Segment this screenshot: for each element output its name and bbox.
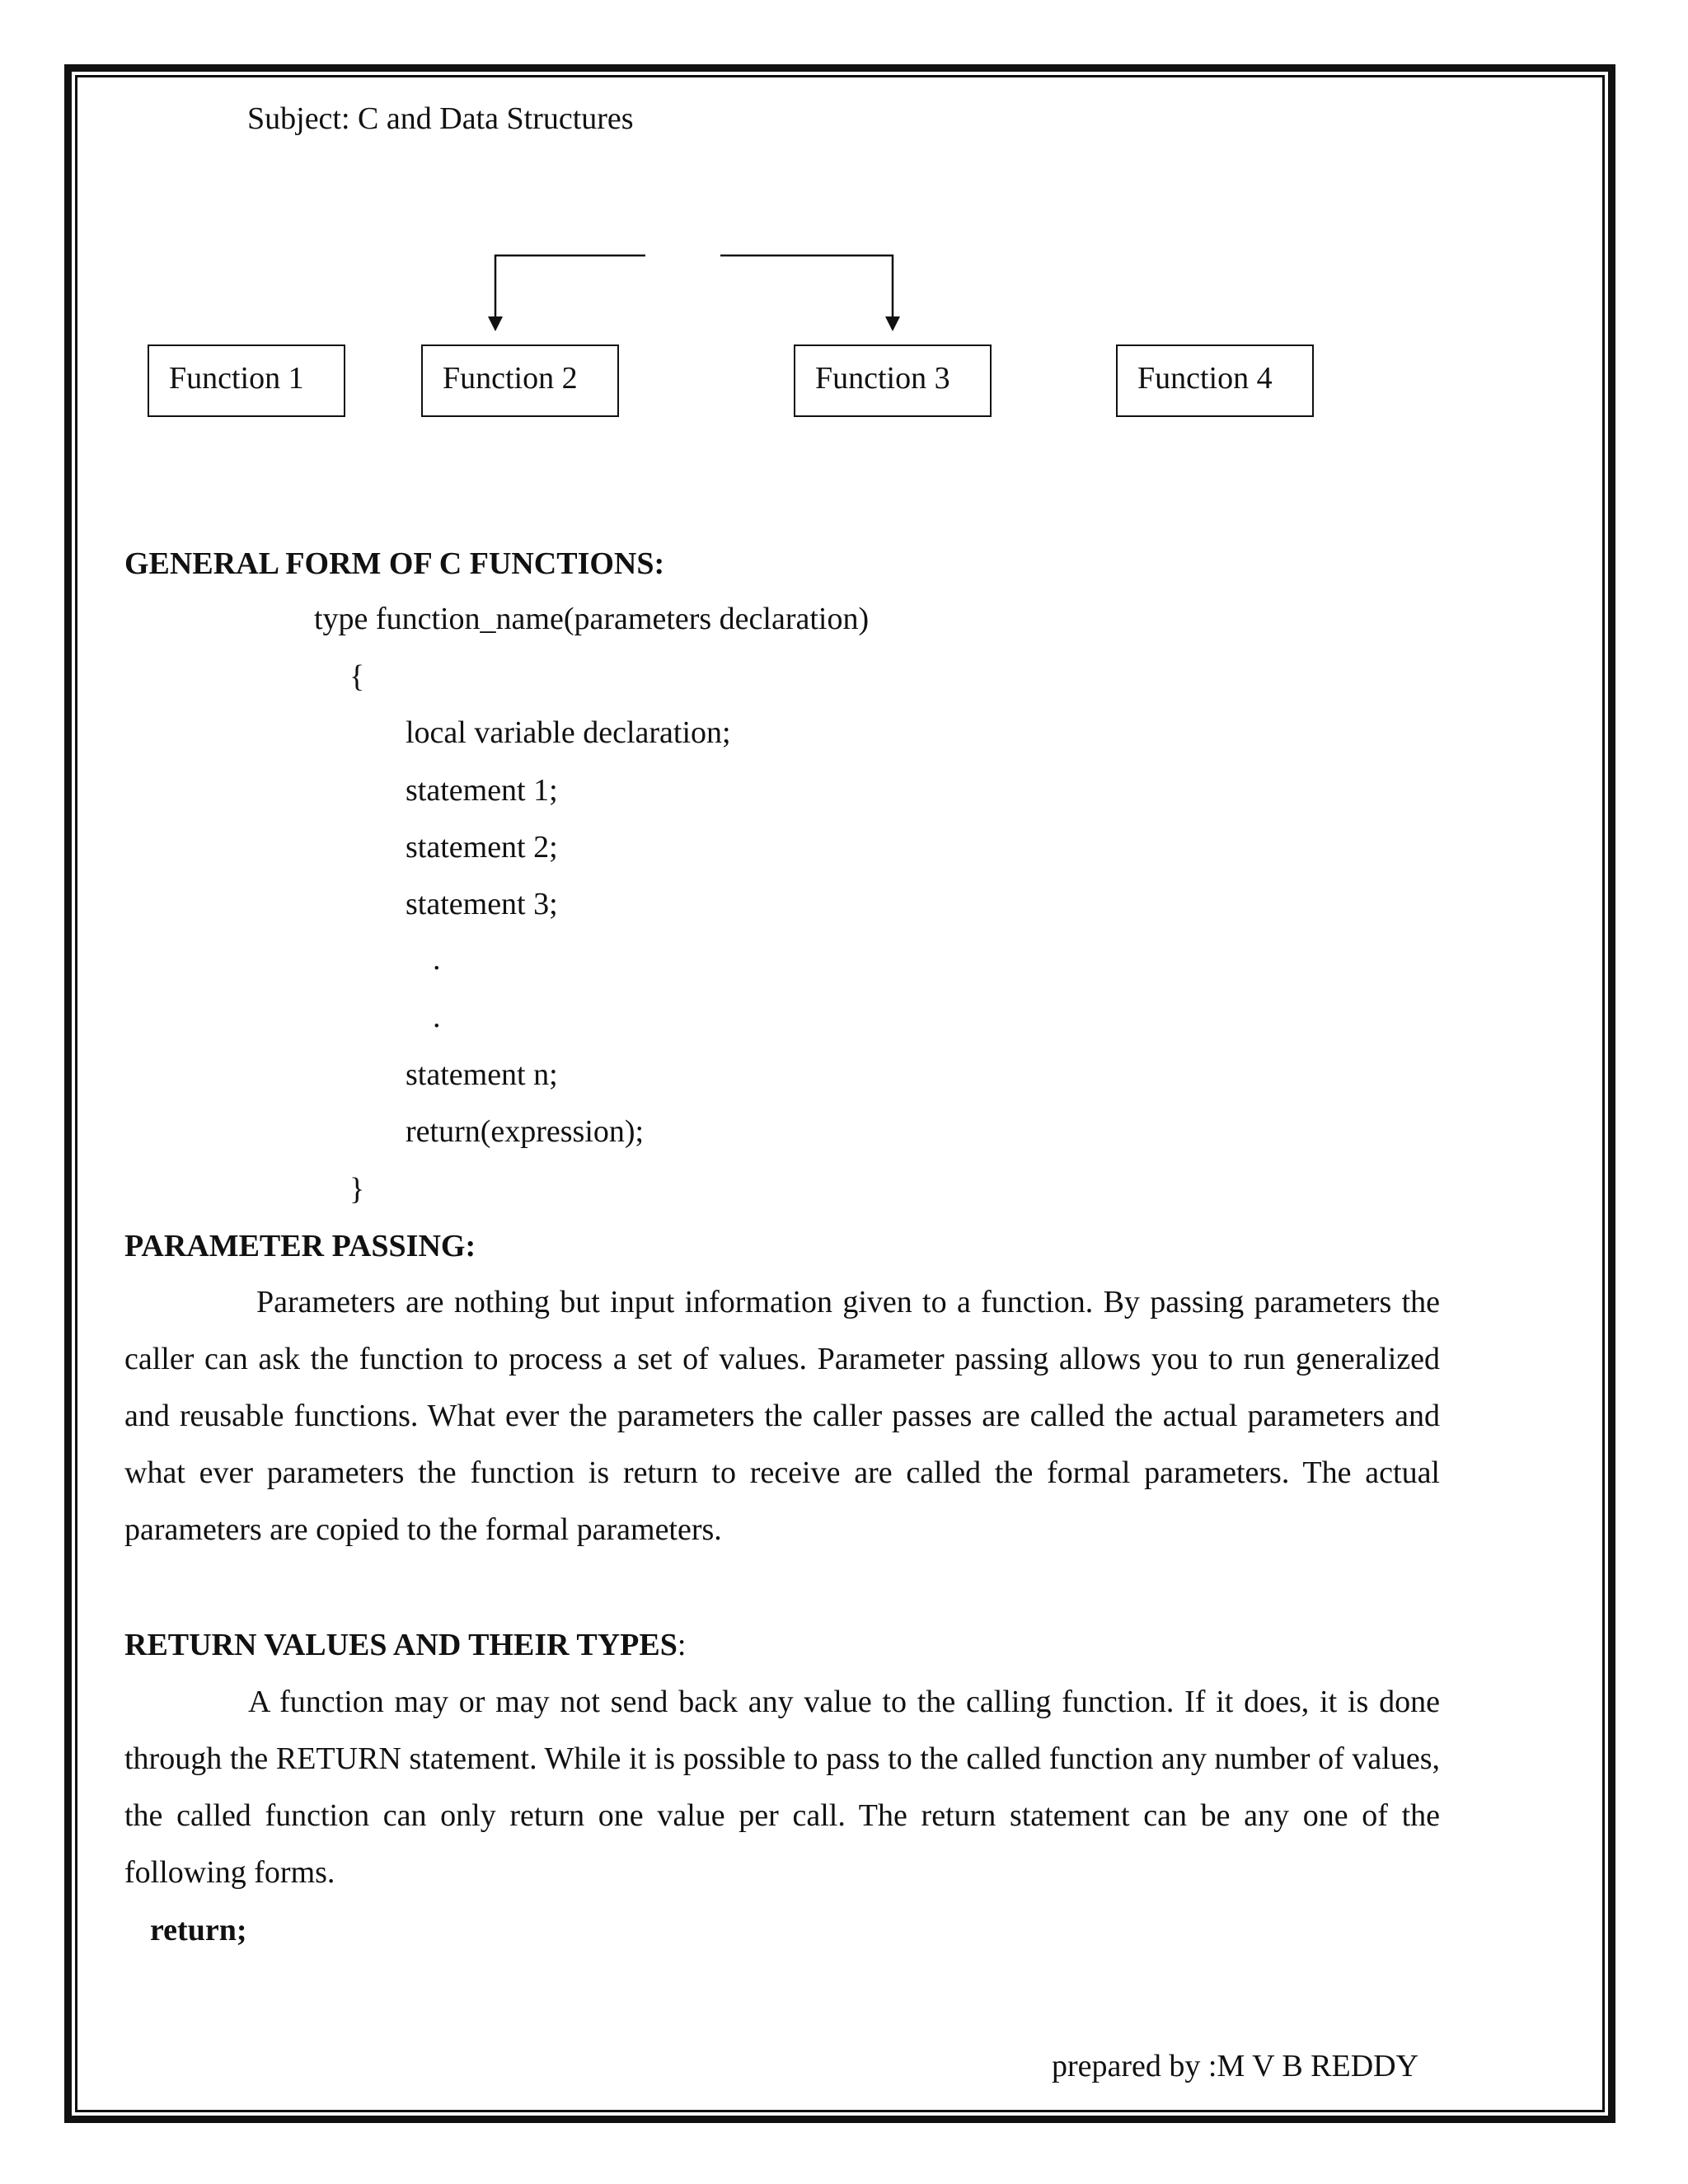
- call-flow-diagram: [0, 0, 1688, 581]
- body-line-ellipsis-2: .: [433, 1000, 441, 1034]
- arrowhead-function-3: [885, 316, 900, 331]
- function-4-box: Function 4: [1116, 344, 1314, 417]
- arrow-to-function-2: [495, 255, 645, 325]
- body-line-1: local variable declaration;: [406, 715, 731, 750]
- function-3-box: Function 3: [794, 344, 992, 417]
- body-line-return: return(expression);: [406, 1114, 645, 1149]
- return-values-paragraph: A function may or may not send back any value to the calling function. If it does, it is done through the RETURN statement. While it is possible to pass to the called function any number of values, the called function can only return one value per call. The return statement can be any one of the following forms.: [124, 1685, 1440, 1890]
- body-line-3: statement 2;: [406, 830, 558, 865]
- general-form-heading: GENERAL FORM OF C FUNCTIONS:: [124, 546, 665, 581]
- arrow-to-function-3: [720, 255, 893, 325]
- function-signature: type function_name(parameters declaration): [314, 602, 870, 636]
- open-brace: {: [349, 659, 365, 694]
- return-statement-code: return;: [150, 1913, 247, 1947]
- function-1-box: Function 1: [148, 344, 345, 417]
- body-line-statement-n: statement n;: [406, 1057, 558, 1092]
- return-values-heading-colon: :: [677, 1628, 687, 1662]
- subject-header: Subject: C and Data Structures: [247, 101, 634, 136]
- parameter-passing-heading: PARAMETER PASSING:: [124, 1229, 476, 1263]
- parameter-passing-paragraph: Parameters are nothing but input information given to a function. By passing parameters the caller can ask the function to process a set of values. Parameter passing allows you to run generalized and reusable functions. What ever the parameters the caller passes are called the actual parameters and what ever parameters the function is return to receive are called the formal parameters. The actual parameters are copied to the formal parameters.: [124, 1285, 1440, 1547]
- body-line-4: statement 3;: [406, 887, 558, 921]
- return-values-heading-text: RETURN VALUES AND THEIR TYPES: [124, 1628, 678, 1662]
- arrowhead-function-2: [488, 316, 503, 331]
- body-line-2: statement 1;: [406, 773, 558, 808]
- close-brace: }: [349, 1172, 365, 1207]
- function-2-box: Function 2: [421, 344, 619, 417]
- body-line-ellipsis-1: .: [433, 942, 441, 977]
- return-values-heading: [124, 1629, 686, 1661]
- prepared-by-footer: prepared by :M V B REDDY: [1052, 2049, 1419, 2083]
